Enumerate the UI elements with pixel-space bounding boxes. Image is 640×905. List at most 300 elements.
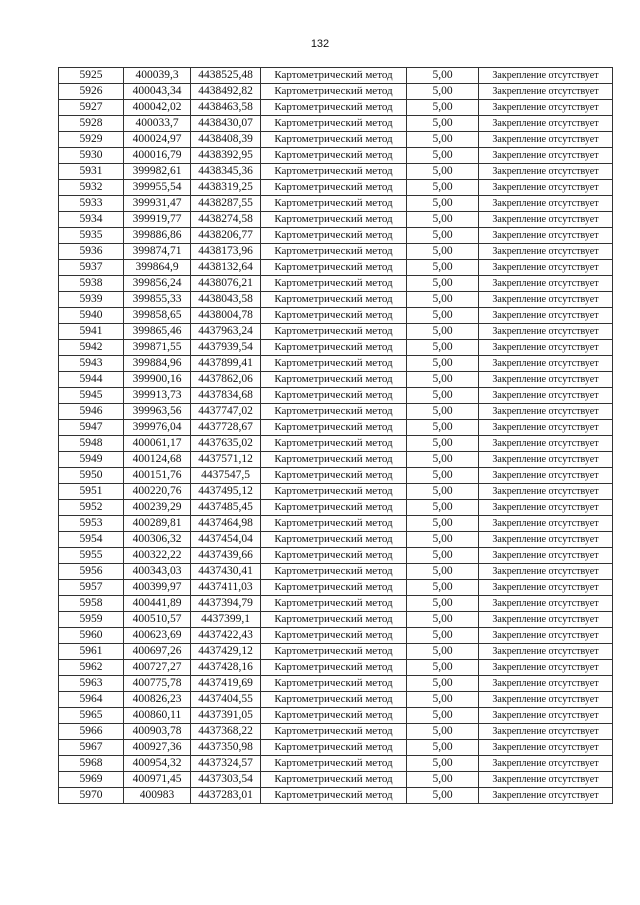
table-row xyxy=(59,356,613,372)
y-coordinate-cell: 4438287,55 xyxy=(191,196,261,212)
fixation-cell: Закрепление отсутствует xyxy=(479,196,613,212)
accuracy-cell: 5,00 xyxy=(407,612,479,628)
method-cell: Картометрический метод xyxy=(261,596,407,612)
table-row xyxy=(59,548,613,564)
point-number-cell: 5954 xyxy=(59,532,124,548)
accuracy-cell: 5,00 xyxy=(407,84,479,100)
fixation-cell: Закрепление отсутствует xyxy=(479,388,613,404)
point-number-cell: 5949 xyxy=(59,452,124,468)
fixation-cell: Закрепление отсутствует xyxy=(479,356,613,372)
point-number-cell: 5934 xyxy=(59,212,124,228)
fixation-cell: Закрепление отсутствует xyxy=(479,788,613,804)
accuracy-cell: 5,00 xyxy=(407,628,479,644)
point-number-cell: 5939 xyxy=(59,292,124,308)
page-number: 132 xyxy=(310,38,330,50)
method-cell: Картометрический метод xyxy=(261,628,407,644)
table-row xyxy=(59,692,613,708)
method-cell: Картометрический метод xyxy=(261,356,407,372)
method-cell: Картометрический метод xyxy=(261,756,407,772)
point-number-cell: 5927 xyxy=(59,100,124,116)
method-cell: Картометрический метод xyxy=(261,692,407,708)
x-coordinate-cell: 400954,32 xyxy=(124,756,191,772)
accuracy-cell: 5,00 xyxy=(407,132,479,148)
point-number-cell: 5968 xyxy=(59,756,124,772)
fixation-cell: Закрепление отсутствует xyxy=(479,372,613,388)
method-cell: Картометрический метод xyxy=(261,772,407,788)
method-cell: Картометрический метод xyxy=(261,724,407,740)
method-cell: Картометрический метод xyxy=(261,100,407,116)
y-coordinate-cell: 4437399,1 xyxy=(191,612,261,628)
y-coordinate-cell: 4438004,78 xyxy=(191,308,261,324)
table-row xyxy=(59,420,613,436)
y-coordinate-cell: 4437391,05 xyxy=(191,708,261,724)
y-coordinate-cell: 4437303,54 xyxy=(191,772,261,788)
accuracy-cell: 5,00 xyxy=(407,68,479,84)
fixation-cell: Закрепление отсутствует xyxy=(479,468,613,484)
y-coordinate-cell: 4437571,12 xyxy=(191,452,261,468)
table-row xyxy=(59,468,613,484)
point-number-cell: 5965 xyxy=(59,708,124,724)
fixation-cell: Закрепление отсутствует xyxy=(479,244,613,260)
accuracy-cell: 5,00 xyxy=(407,116,479,132)
accuracy-cell: 5,00 xyxy=(407,660,479,676)
y-coordinate-cell: 4438076,21 xyxy=(191,276,261,292)
point-number-cell: 5947 xyxy=(59,420,124,436)
method-cell: Картометрический метод xyxy=(261,292,407,308)
table-row xyxy=(59,644,613,660)
point-number-cell: 5961 xyxy=(59,644,124,660)
coordinates-table xyxy=(58,67,613,804)
method-cell: Картометрический метод xyxy=(261,468,407,484)
accuracy-cell: 5,00 xyxy=(407,404,479,420)
fixation-cell: Закрепление отсутствует xyxy=(479,324,613,340)
fixation-cell: Закрепление отсутствует xyxy=(479,164,613,180)
method-cell: Картометрический метод xyxy=(261,564,407,580)
point-number-cell: 5958 xyxy=(59,596,124,612)
fixation-cell: Закрепление отсутствует xyxy=(479,708,613,724)
x-coordinate-cell: 399976,04 xyxy=(124,420,191,436)
y-coordinate-cell: 4438345,36 xyxy=(191,164,261,180)
accuracy-cell: 5,00 xyxy=(407,388,479,404)
fixation-cell: Закрепление отсутствует xyxy=(479,532,613,548)
fixation-cell: Закрепление отсутствует xyxy=(479,180,613,196)
method-cell: Картометрический метод xyxy=(261,548,407,564)
table-row xyxy=(59,724,613,740)
fixation-cell: Закрепление отсутствует xyxy=(479,148,613,164)
table-row xyxy=(59,612,613,628)
table-row xyxy=(59,132,613,148)
fixation-cell: Закрепление отсутствует xyxy=(479,596,613,612)
point-number-cell: 5966 xyxy=(59,724,124,740)
accuracy-cell: 5,00 xyxy=(407,772,479,788)
table-row xyxy=(59,756,613,772)
accuracy-cell: 5,00 xyxy=(407,692,479,708)
point-number-cell: 5935 xyxy=(59,228,124,244)
x-coordinate-cell: 400024,97 xyxy=(124,132,191,148)
point-number-cell: 5933 xyxy=(59,196,124,212)
fixation-cell: Закрепление отсутствует xyxy=(479,276,613,292)
y-coordinate-cell: 4437350,98 xyxy=(191,740,261,756)
x-coordinate-cell: 400983 xyxy=(124,788,191,804)
accuracy-cell: 5,00 xyxy=(407,100,479,116)
method-cell: Картометрический метод xyxy=(261,228,407,244)
fixation-cell: Закрепление отсутствует xyxy=(479,500,613,516)
method-cell: Картометрический метод xyxy=(261,500,407,516)
accuracy-cell: 5,00 xyxy=(407,324,479,340)
x-coordinate-cell: 400322,22 xyxy=(124,548,191,564)
table-row xyxy=(59,100,613,116)
table-row xyxy=(59,340,613,356)
point-number-cell: 5929 xyxy=(59,132,124,148)
y-coordinate-cell: 4437419,69 xyxy=(191,676,261,692)
y-coordinate-cell: 4438525,48 xyxy=(191,68,261,84)
accuracy-cell: 5,00 xyxy=(407,532,479,548)
fixation-cell: Закрепление отсутствует xyxy=(479,100,613,116)
accuracy-cell: 5,00 xyxy=(407,516,479,532)
table-row xyxy=(59,276,613,292)
x-coordinate-cell: 400927,36 xyxy=(124,740,191,756)
method-cell: Картометрический метод xyxy=(261,420,407,436)
table-row xyxy=(59,596,613,612)
method-cell: Картометрический метод xyxy=(261,740,407,756)
table-row xyxy=(59,436,613,452)
point-number-cell: 5943 xyxy=(59,356,124,372)
point-number-cell: 5963 xyxy=(59,676,124,692)
point-number-cell: 5945 xyxy=(59,388,124,404)
x-coordinate-cell: 399886,86 xyxy=(124,228,191,244)
y-coordinate-cell: 4437899,41 xyxy=(191,356,261,372)
point-number-cell: 5932 xyxy=(59,180,124,196)
point-number-cell: 5950 xyxy=(59,468,124,484)
table-row xyxy=(59,772,613,788)
x-coordinate-cell: 400151,76 xyxy=(124,468,191,484)
method-cell: Картометрический метод xyxy=(261,532,407,548)
accuracy-cell: 5,00 xyxy=(407,372,479,388)
table-row xyxy=(59,788,613,804)
method-cell: Картометрический метод xyxy=(261,708,407,724)
fixation-cell: Закрепление отсутствует xyxy=(479,660,613,676)
point-number-cell: 5951 xyxy=(59,484,124,500)
accuracy-cell: 5,00 xyxy=(407,356,479,372)
fixation-cell: Закрепление отсутствует xyxy=(479,340,613,356)
method-cell: Картометрический метод xyxy=(261,196,407,212)
fixation-cell: Закрепление отсутствует xyxy=(479,756,613,772)
fixation-cell: Закрепление отсутствует xyxy=(479,484,613,500)
method-cell: Картометрический метод xyxy=(261,580,407,596)
fixation-cell: Закрепление отсутствует xyxy=(479,452,613,468)
y-coordinate-cell: 4437485,45 xyxy=(191,500,261,516)
y-coordinate-cell: 4438408,39 xyxy=(191,132,261,148)
y-coordinate-cell: 4437430,41 xyxy=(191,564,261,580)
table-row xyxy=(59,676,613,692)
method-cell: Картометрический метод xyxy=(261,612,407,628)
table-row xyxy=(59,500,613,516)
point-number-cell: 5928 xyxy=(59,116,124,132)
point-number-cell: 5970 xyxy=(59,788,124,804)
y-coordinate-cell: 4437428,16 xyxy=(191,660,261,676)
x-coordinate-cell: 400033,7 xyxy=(124,116,191,132)
table-row xyxy=(59,580,613,596)
point-number-cell: 5925 xyxy=(59,68,124,84)
y-coordinate-cell: 4438043,58 xyxy=(191,292,261,308)
accuracy-cell: 5,00 xyxy=(407,276,479,292)
table-row xyxy=(59,740,613,756)
y-coordinate-cell: 4438274,58 xyxy=(191,212,261,228)
fixation-cell: Закрепление отсутствует xyxy=(479,740,613,756)
y-coordinate-cell: 4437834,68 xyxy=(191,388,261,404)
y-coordinate-cell: 4437635,02 xyxy=(191,436,261,452)
table-row xyxy=(59,148,613,164)
point-number-cell: 5964 xyxy=(59,692,124,708)
method-cell: Картометрический метод xyxy=(261,164,407,180)
table-row xyxy=(59,244,613,260)
x-coordinate-cell: 399900,16 xyxy=(124,372,191,388)
accuracy-cell: 5,00 xyxy=(407,164,479,180)
y-coordinate-cell: 4437963,24 xyxy=(191,324,261,340)
accuracy-cell: 5,00 xyxy=(407,564,479,580)
table-row xyxy=(59,292,613,308)
y-coordinate-cell: 4437495,12 xyxy=(191,484,261,500)
method-cell: Картометрический метод xyxy=(261,676,407,692)
x-coordinate-cell: 399855,33 xyxy=(124,292,191,308)
y-coordinate-cell: 4438392,95 xyxy=(191,148,261,164)
accuracy-cell: 5,00 xyxy=(407,260,479,276)
accuracy-cell: 5,00 xyxy=(407,228,479,244)
method-cell: Картометрический метод xyxy=(261,644,407,660)
point-number-cell: 5941 xyxy=(59,324,124,340)
x-coordinate-cell: 400039,3 xyxy=(124,68,191,84)
table-row xyxy=(59,260,613,276)
x-coordinate-cell: 399865,46 xyxy=(124,324,191,340)
table-row xyxy=(59,388,613,404)
y-coordinate-cell: 4437429,12 xyxy=(191,644,261,660)
accuracy-cell: 5,00 xyxy=(407,484,479,500)
y-coordinate-cell: 4437747,02 xyxy=(191,404,261,420)
accuracy-cell: 5,00 xyxy=(407,676,479,692)
method-cell: Картометрический метод xyxy=(261,116,407,132)
fixation-cell: Закрепление отсутствует xyxy=(479,68,613,84)
fixation-cell: Закрепление отсутствует xyxy=(479,580,613,596)
accuracy-cell: 5,00 xyxy=(407,420,479,436)
x-coordinate-cell: 400220,76 xyxy=(124,484,191,500)
accuracy-cell: 5,00 xyxy=(407,548,479,564)
accuracy-cell: 5,00 xyxy=(407,788,479,804)
accuracy-cell: 5,00 xyxy=(407,292,479,308)
y-coordinate-cell: 4437404,55 xyxy=(191,692,261,708)
y-coordinate-cell: 4437422,43 xyxy=(191,628,261,644)
point-number-cell: 5952 xyxy=(59,500,124,516)
accuracy-cell: 5,00 xyxy=(407,580,479,596)
table-row xyxy=(59,708,613,724)
y-coordinate-cell: 4438173,96 xyxy=(191,244,261,260)
x-coordinate-cell: 400016,79 xyxy=(124,148,191,164)
y-coordinate-cell: 4437939,54 xyxy=(191,340,261,356)
accuracy-cell: 5,00 xyxy=(407,468,479,484)
y-coordinate-cell: 4437368,22 xyxy=(191,724,261,740)
y-coordinate-cell: 4437464,98 xyxy=(191,516,261,532)
method-cell: Картометрический метод xyxy=(261,324,407,340)
point-number-cell: 5946 xyxy=(59,404,124,420)
method-cell: Картометрический метод xyxy=(261,84,407,100)
accuracy-cell: 5,00 xyxy=(407,340,479,356)
x-coordinate-cell: 399931,47 xyxy=(124,196,191,212)
point-number-cell: 5959 xyxy=(59,612,124,628)
x-coordinate-cell: 399913,73 xyxy=(124,388,191,404)
accuracy-cell: 5,00 xyxy=(407,436,479,452)
fixation-cell: Закрепление отсутствует xyxy=(479,692,613,708)
table-row xyxy=(59,116,613,132)
fixation-cell: Закрепление отсутствует xyxy=(479,132,613,148)
method-cell: Картометрический метод xyxy=(261,148,407,164)
point-number-cell: 5930 xyxy=(59,148,124,164)
point-number-cell: 5938 xyxy=(59,276,124,292)
x-coordinate-cell: 399864,9 xyxy=(124,260,191,276)
accuracy-cell: 5,00 xyxy=(407,180,479,196)
table-row xyxy=(59,532,613,548)
method-cell: Картометрический метод xyxy=(261,788,407,804)
x-coordinate-cell: 400775,78 xyxy=(124,676,191,692)
fixation-cell: Закрепление отсутствует xyxy=(479,676,613,692)
accuracy-cell: 5,00 xyxy=(407,212,479,228)
fixation-cell: Закрепление отсутствует xyxy=(479,420,613,436)
method-cell: Картометрический метод xyxy=(261,132,407,148)
y-coordinate-cell: 4437394,79 xyxy=(191,596,261,612)
method-cell: Картометрический метод xyxy=(261,212,407,228)
method-cell: Картометрический метод xyxy=(261,436,407,452)
point-number-cell: 5956 xyxy=(59,564,124,580)
fixation-cell: Закрепление отсутствует xyxy=(479,436,613,452)
point-number-cell: 5936 xyxy=(59,244,124,260)
point-number-cell: 5940 xyxy=(59,308,124,324)
y-coordinate-cell: 4437324,57 xyxy=(191,756,261,772)
method-cell: Картометрический метод xyxy=(261,244,407,260)
fixation-cell: Закрепление отсутствует xyxy=(479,308,613,324)
y-coordinate-cell: 4437283,01 xyxy=(191,788,261,804)
point-number-cell: 5967 xyxy=(59,740,124,756)
y-coordinate-cell: 4437454,04 xyxy=(191,532,261,548)
fixation-cell: Закрепление отсутствует xyxy=(479,404,613,420)
table-row xyxy=(59,68,613,84)
point-number-cell: 5953 xyxy=(59,516,124,532)
table-row xyxy=(59,404,613,420)
method-cell: Картометрический метод xyxy=(261,388,407,404)
x-coordinate-cell: 400061,17 xyxy=(124,436,191,452)
point-number-cell: 5931 xyxy=(59,164,124,180)
accuracy-cell: 5,00 xyxy=(407,708,479,724)
table-row xyxy=(59,228,613,244)
x-coordinate-cell: 399963,56 xyxy=(124,404,191,420)
table-row xyxy=(59,324,613,340)
y-coordinate-cell: 4438430,07 xyxy=(191,116,261,132)
x-coordinate-cell: 399871,55 xyxy=(124,340,191,356)
accuracy-cell: 5,00 xyxy=(407,644,479,660)
fixation-cell: Закрепление отсутствует xyxy=(479,628,613,644)
accuracy-cell: 5,00 xyxy=(407,724,479,740)
table-row xyxy=(59,564,613,580)
x-coordinate-cell: 399919,77 xyxy=(124,212,191,228)
x-coordinate-cell: 400441,89 xyxy=(124,596,191,612)
method-cell: Картометрический метод xyxy=(261,452,407,468)
method-cell: Картометрический метод xyxy=(261,372,407,388)
point-number-cell: 5969 xyxy=(59,772,124,788)
y-coordinate-cell: 4437862,06 xyxy=(191,372,261,388)
x-coordinate-cell: 400343,03 xyxy=(124,564,191,580)
table-row xyxy=(59,180,613,196)
x-coordinate-cell: 399858,65 xyxy=(124,308,191,324)
accuracy-cell: 5,00 xyxy=(407,740,479,756)
point-number-cell: 5937 xyxy=(59,260,124,276)
table-row xyxy=(59,516,613,532)
table-row xyxy=(59,628,613,644)
point-number-cell: 5942 xyxy=(59,340,124,356)
fixation-cell: Закрепление отсутствует xyxy=(479,84,613,100)
x-coordinate-cell: 399874,71 xyxy=(124,244,191,260)
x-coordinate-cell: 399982,61 xyxy=(124,164,191,180)
x-coordinate-cell: 400399,97 xyxy=(124,580,191,596)
point-number-cell: 5944 xyxy=(59,372,124,388)
y-coordinate-cell: 4438463,58 xyxy=(191,100,261,116)
table-row xyxy=(59,484,613,500)
y-coordinate-cell: 4437728,67 xyxy=(191,420,261,436)
x-coordinate-cell: 400306,32 xyxy=(124,532,191,548)
table-row xyxy=(59,660,613,676)
fixation-cell: Закрепление отсутствует xyxy=(479,212,613,228)
accuracy-cell: 5,00 xyxy=(407,500,479,516)
y-coordinate-cell: 4437439,66 xyxy=(191,548,261,564)
coordinates-table-body xyxy=(59,68,613,804)
method-cell: Картометрический метод xyxy=(261,660,407,676)
point-number-cell: 5962 xyxy=(59,660,124,676)
table-row xyxy=(59,308,613,324)
table-row xyxy=(59,372,613,388)
accuracy-cell: 5,00 xyxy=(407,308,479,324)
x-coordinate-cell: 400697,26 xyxy=(124,644,191,660)
fixation-cell: Закрепление отсутствует xyxy=(479,292,613,308)
x-coordinate-cell: 400826,23 xyxy=(124,692,191,708)
x-coordinate-cell: 400289,81 xyxy=(124,516,191,532)
x-coordinate-cell: 400510,57 xyxy=(124,612,191,628)
x-coordinate-cell: 399856,24 xyxy=(124,276,191,292)
accuracy-cell: 5,00 xyxy=(407,452,479,468)
y-coordinate-cell: 4437547,5 xyxy=(191,468,261,484)
table-row xyxy=(59,164,613,180)
y-coordinate-cell: 4438206,77 xyxy=(191,228,261,244)
accuracy-cell: 5,00 xyxy=(407,148,479,164)
accuracy-cell: 5,00 xyxy=(407,596,479,612)
method-cell: Картометрический метод xyxy=(261,340,407,356)
x-coordinate-cell: 400239,29 xyxy=(124,500,191,516)
method-cell: Картометрический метод xyxy=(261,260,407,276)
fixation-cell: Закрепление отсутствует xyxy=(479,772,613,788)
fixation-cell: Закрепление отсутствует xyxy=(479,116,613,132)
fixation-cell: Закрепление отсутствует xyxy=(479,612,613,628)
fixation-cell: Закрепление отсутствует xyxy=(479,516,613,532)
x-coordinate-cell: 400727,27 xyxy=(124,660,191,676)
table-row xyxy=(59,196,613,212)
y-coordinate-cell: 4438319,25 xyxy=(191,180,261,196)
accuracy-cell: 5,00 xyxy=(407,244,479,260)
x-coordinate-cell: 399955,54 xyxy=(124,180,191,196)
accuracy-cell: 5,00 xyxy=(407,196,479,212)
x-coordinate-cell: 400124,68 xyxy=(124,452,191,468)
table-row xyxy=(59,84,613,100)
method-cell: Картометрический метод xyxy=(261,404,407,420)
fixation-cell: Закрепление отсутствует xyxy=(479,260,613,276)
fixation-cell: Закрепление отсутствует xyxy=(479,724,613,740)
x-coordinate-cell: 400623,69 xyxy=(124,628,191,644)
point-number-cell: 5957 xyxy=(59,580,124,596)
x-coordinate-cell: 400860,11 xyxy=(124,708,191,724)
